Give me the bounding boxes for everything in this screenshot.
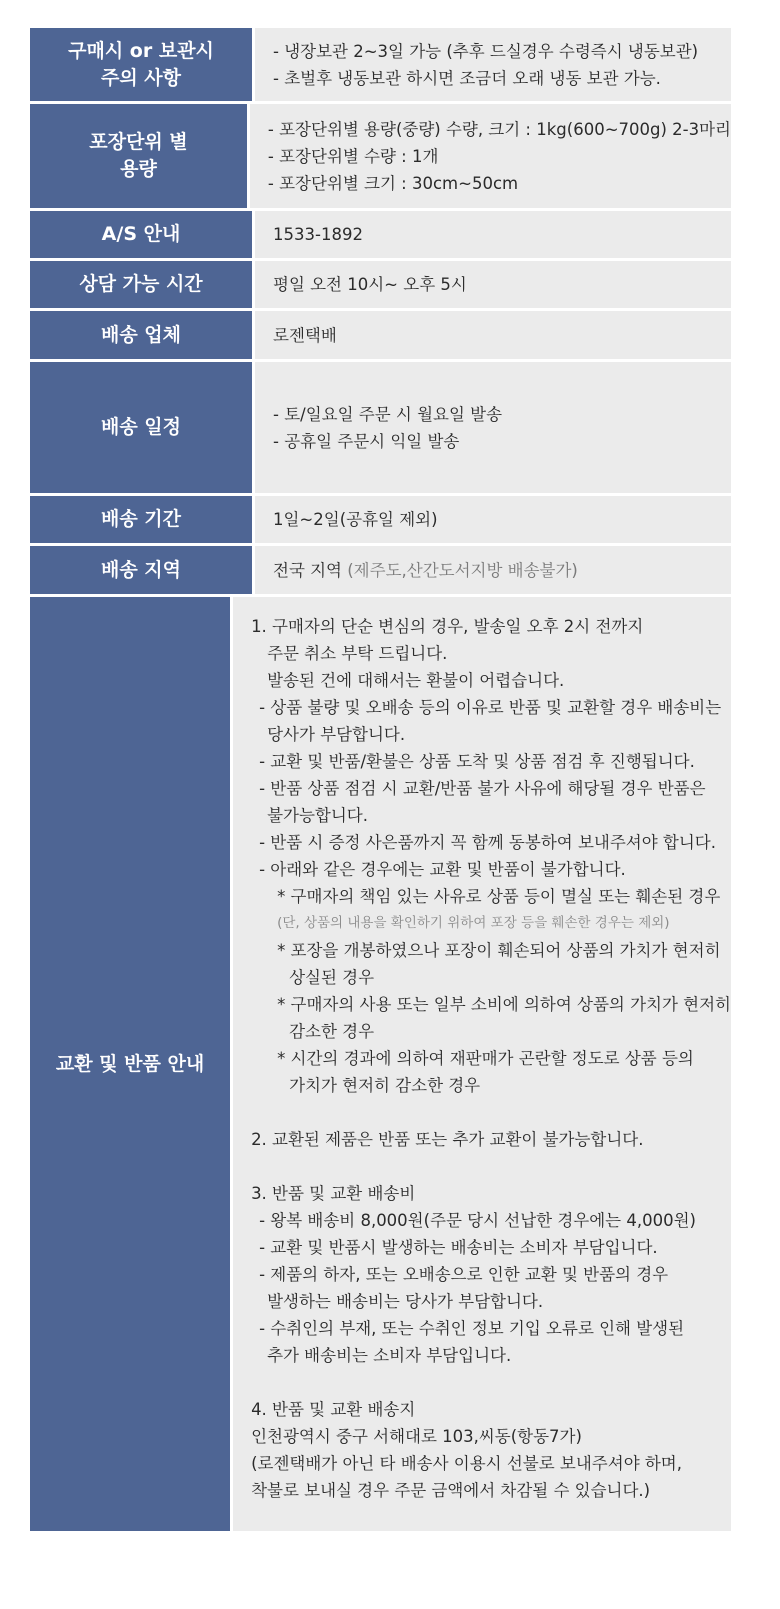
value-line: - 교환 및 반품/환불은 상품 도착 및 상품 점검 후 진행됩니다. [259,752,695,771]
row-label: 배송 업체 [30,311,252,359]
value-line: 로젠택배 [273,325,337,345]
value-line: 주문 취소 부탁 드립니다. [267,644,448,663]
row-shipping-period [30,496,731,543]
value-line [273,557,731,584]
row-label: A/S 안내 [30,211,252,258]
value-line: - 교환 및 반품시 발생하는 배송비는 소비자 부담입니다. [259,1238,658,1257]
value-line: * 구매자의 책임 있는 사유로 상품 등이 멸실 또는 훼손된 경우 [277,887,721,906]
value-line: - 포장단위별 수량 : 1개 [267,146,439,166]
row-label: 배송 기간 [30,496,252,543]
value-line: 2. 교환된 제품은 반품 또는 추가 교환이 불가능합니다. [251,1130,644,1149]
value-line: 발송된 건에 대해서는 환불이 어렵습니다. [267,671,565,690]
row-as-info [30,211,731,258]
value-line: - 포장단위별 용량(중량) 수량, 크기 : 1kg(600~700g) 2-3마리 [267,119,731,139]
label-line: 포장단위 별 [89,131,188,153]
row-shipping-schedule [30,362,731,493]
value-line: - 아래와 같은 경우에는 교환 및 반품이 불가합니다. [259,860,626,879]
value-line: - 상품 불량 및 오배송 등의 이유로 반품 및 교환할 경우 배송비는 [259,698,722,717]
value-line: - 제품의 하자, 또는 오배송으로 인한 교환 및 반품의 경우 [259,1265,669,1284]
spacer [251,1099,731,1126]
value-line: - 초벌후 냉동보관 하시면 조금더 오래 냉동 보관 가능. [273,68,661,88]
value-line: 3. 반품 및 교환 배송비 [251,1184,416,1203]
row-value [255,362,731,493]
row-value [250,104,731,208]
value-line: - 반품 상품 점검 시 교환/반품 불가 사유에 해당될 경우 반품은 [259,779,706,798]
row-value [255,311,731,359]
row-value [255,261,731,308]
value-line: * 포장을 개봉하였으나 포장이 훼손되어 상품의 가치가 현저히 [277,941,721,960]
value-line: 당사가 부담합니다. [267,725,406,744]
value-line: 인천광역시 중구 서해대로 103,씨동(항동7가) [251,1427,582,1446]
label-line: 주의 사항 [100,66,182,89]
value-line: - 왕복 배송비 8,000원(주문 당시 선납한 경우에는 4,000원) [259,1211,696,1230]
value-line: - 토/일요일 주문 시 월요일 발송 [273,404,503,424]
row-caution [30,28,731,101]
value-line: * 시간의 경과에 의하여 재판매가 곤란할 정도로 상품 등의 [277,1049,694,1068]
value-line: - 수취인의 부재, 또는 수취인 정보 기입 오류로 인해 발생된 [259,1319,685,1338]
value-line: 추가 배송비는 소비자 부담입니다. [267,1346,512,1365]
value-line: 상실된 경우 [289,968,375,987]
row-courier [30,311,731,359]
value-line: 4. 반품 및 교환 배송지 [251,1400,416,1419]
row-label: 상담 가능 시간 [30,261,252,308]
region-text: 전국 지역 [273,560,348,580]
row-label: 교환 및 반품 안내 [30,597,230,1531]
label-line: 구매시 or 보관시 [68,39,214,62]
row-value [255,546,731,594]
value-line: 가치가 현저히 감소한 경우 [289,1076,481,1095]
spacer [251,1369,731,1396]
value-line: * 구매자의 사용 또는 일부 소비에 의하여 상품의 가치가 현저히 [277,995,731,1014]
value-line: - 포장단위별 크기 : 30cm~50cm [267,173,519,193]
spacer [251,1153,731,1180]
value-line: 감소한 경우 [289,1022,375,1041]
row-label [30,104,247,208]
region-exception: (제주도,산간도서지방 배송불가) [347,560,578,580]
value-line: - 공휴일 주문시 익일 발송 [273,431,460,451]
value-line: 1533-1892 [273,225,363,244]
value-line: 1. 구매자의 단순 변심의 경우, 발송일 오후 2시 전까지 [251,617,644,636]
value-line: 1일~2일(공휴일 제외) [273,510,438,529]
value-note: (단, 상품의 내용을 확인하기 위하여 포장 등을 훼손한 경우는 제외) [277,915,670,931]
row-value [255,28,731,101]
product-info-table [30,28,731,1534]
row-exchange-return [30,597,731,1531]
row-label [30,28,252,101]
row-value [255,496,731,543]
row-shipping-region [30,546,731,594]
row-value [233,597,731,1531]
row-value [255,211,731,258]
value-line: - 냉장보관 2~3일 가능 (추후 드실경우 수령즉시 냉동보관) [273,41,699,61]
value-line: 발생하는 배송비는 당사가 부담합니다. [267,1292,544,1311]
value-line: 평일 오전 10시~ 오후 5시 [273,275,467,294]
value-line: - 반품 시 증정 사은품까지 꼭 함께 동봉하여 보내주셔야 합니다. [259,833,716,852]
value-line: 착불로 보내실 경우 주문 금액에서 차감될 수 있습니다.) [251,1481,651,1500]
value-line: 불가능합니다. [267,806,368,825]
row-consult-hours [30,261,731,308]
row-label: 배송 일정 [30,362,252,493]
value-line: (로젠택배가 아닌 타 배송사 이용시 선불로 보내주셔야 하며, [251,1454,682,1473]
row-label: 배송 지역 [30,546,252,594]
row-package-capacity [30,104,731,208]
label-line: 용량 [120,158,157,180]
